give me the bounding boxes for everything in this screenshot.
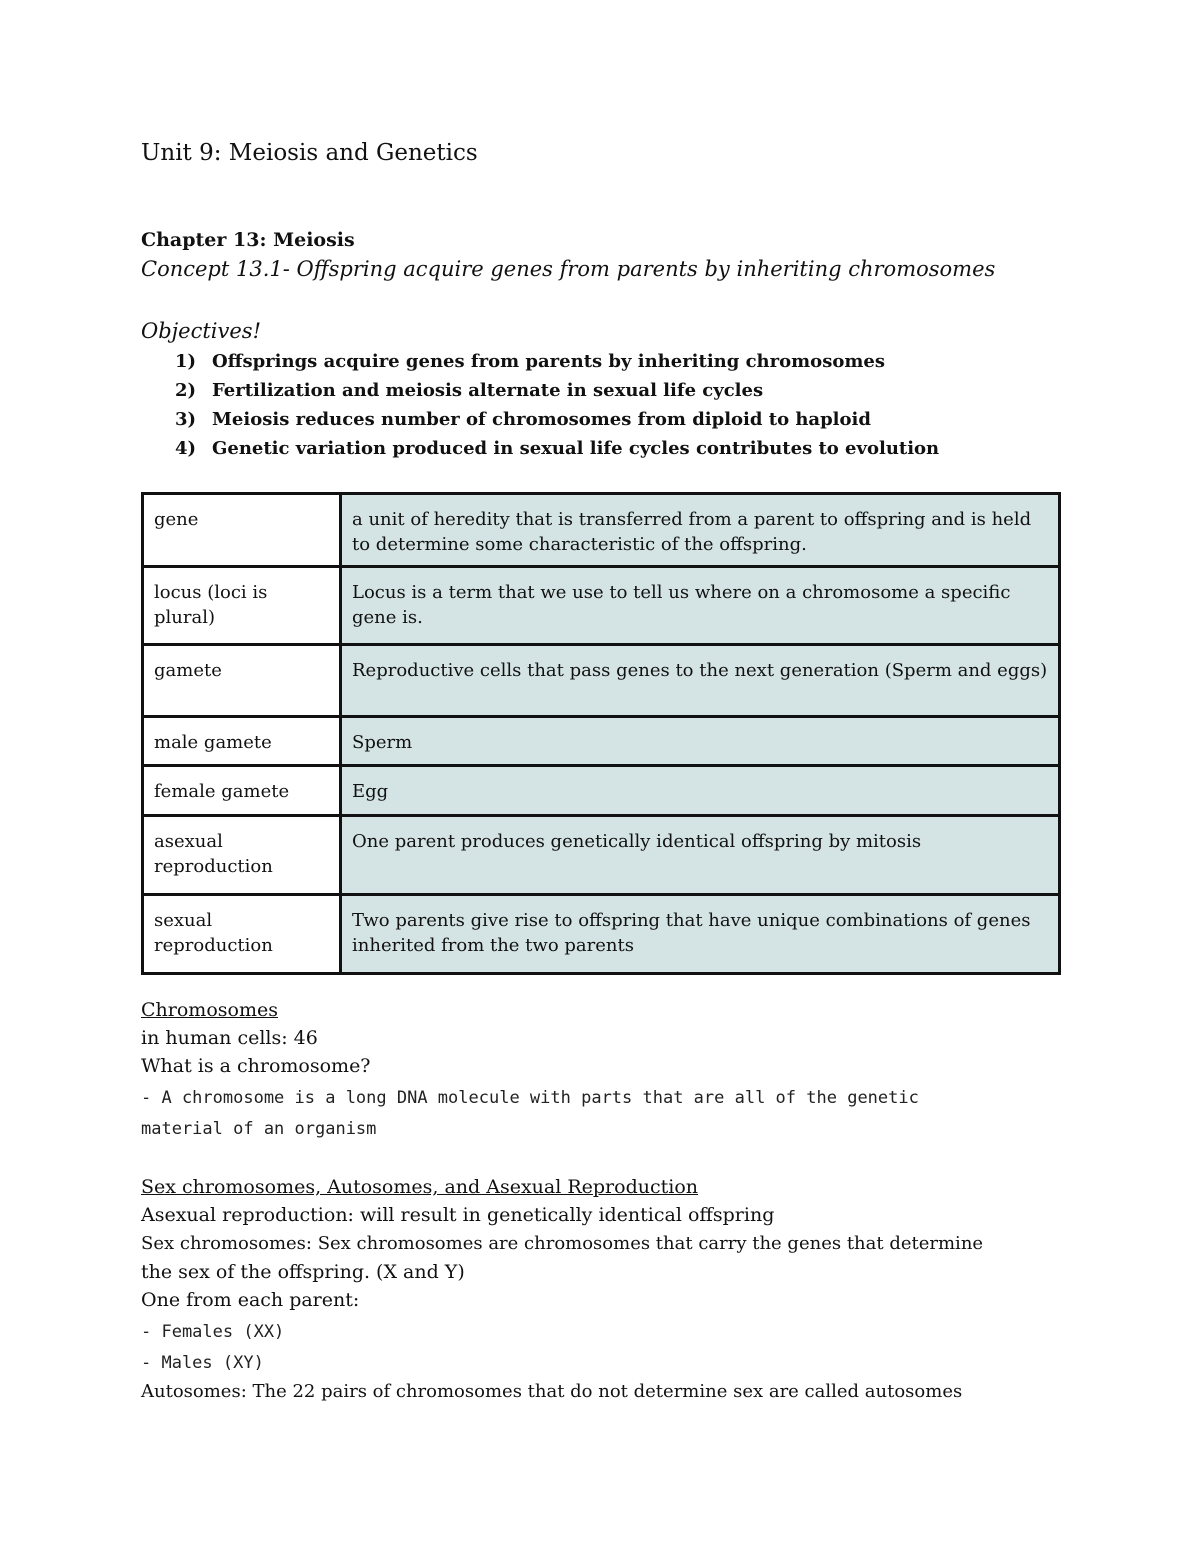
objective-number: 3) (175, 409, 197, 430)
objective-text: Meiosis reduces number of chromosomes from diploid to haploid (212, 409, 871, 430)
objective-number: 1) (175, 351, 197, 372)
objective-text: Genetic variation produced in sexual life cycles contributes to evolution (212, 438, 940, 459)
term-cell: gamete (143, 645, 341, 717)
table-row (143, 816, 1060, 895)
objective-number: 4) (175, 438, 197, 459)
females-line: - Females (XX) (141, 1322, 285, 1342)
definition-cell: One parent produces genetically identical offspring by mitosis (341, 816, 1060, 895)
vocabulary-table (141, 492, 1061, 975)
term-cell: gene (143, 494, 341, 567)
term-cell: male gamete (143, 717, 341, 766)
objective-text: Fertilization and meiosis alternate in sexual life cycles (212, 380, 764, 401)
unit-title: Unit 9: Meiosis and Genetics (141, 140, 478, 166)
table-row (143, 766, 1060, 816)
human-cells-count: in human cells: 46 (141, 1027, 318, 1049)
table-row (143, 567, 1060, 645)
term-cell: asexual reproduction (143, 816, 341, 895)
objective-item (175, 351, 939, 380)
sex-chromosomes-line-2: the sex of the offspring. (X and Y) (141, 1261, 465, 1283)
definition-cell: Locus is a term that we use to tell us where on a chromosome a specific gene is. (341, 567, 1060, 645)
concept-heading: Concept 13.1- Offspring acquire genes from parents by inheriting chromosomes (141, 257, 996, 281)
table-row (143, 494, 1060, 567)
definition-cell: Sperm (341, 717, 1060, 766)
term-cell: female gamete (143, 766, 341, 816)
males-line: - Males (XY) (141, 1353, 264, 1373)
term-cell: sexual reproduction (143, 895, 341, 974)
objective-item (175, 409, 939, 438)
chromosome-answer-line-1: - A chromosome is a long DNA molecule with parts that are all of the genetic (141, 1088, 919, 1108)
term-cell: locus (loci is plural) (143, 567, 341, 645)
table-row (143, 645, 1060, 717)
objective-number: 2) (175, 380, 197, 401)
objective-item (175, 380, 939, 409)
sex-chromosomes-line-1: Sex chromosomes: Sex chromosomes are chromosomes that carry the genes that determine (141, 1233, 984, 1254)
objectives-heading: Objectives! (141, 319, 262, 343)
chapter-heading: Chapter 13: Meiosis (141, 229, 355, 251)
definition-cell: Two parents give rise to offspring that have unique combinations of genes inherited from the two parents (341, 895, 1060, 974)
objectives-list (175, 351, 939, 467)
chromosome-answer-line-2: material of an organism (141, 1119, 377, 1139)
sex-chromosomes-heading: Sex chromosomes, Autosomes, and Asexual Reproduction (141, 1176, 699, 1198)
asexual-reproduction-line: Asexual reproduction: will result in genetically identical offspring (141, 1204, 775, 1226)
objective-text: Offsprings acquire genes from parents by inheriting chromosomes (212, 351, 885, 372)
chromosomes-heading: Chromosomes (141, 999, 278, 1021)
definition-cell: a unit of heredity that is transferred from a parent to offspring and is held to determine some characteristic of the offspring. (341, 494, 1060, 567)
definition-cell: Reproductive cells that pass genes to the next generation (Sperm and eggs) (341, 645, 1060, 717)
objective-item (175, 438, 939, 467)
one-from-each-parent: One from each parent: (141, 1289, 360, 1311)
definition-cell: Egg (341, 766, 1060, 816)
chromosome-question: What is a chromosome? (141, 1055, 371, 1077)
table-row (143, 717, 1060, 766)
table-row (143, 895, 1060, 974)
autosomes-line: Autosomes: The 22 pairs of chromosomes that do not determine sex are called autosomes (141, 1381, 963, 1402)
